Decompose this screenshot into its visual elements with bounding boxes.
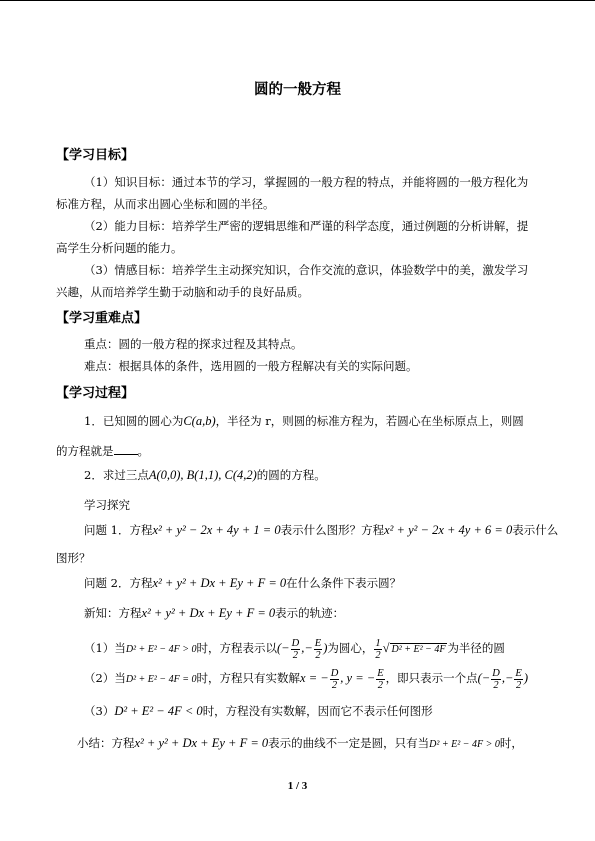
new-knowledge-equation: x² + y² + Dx + Ey + F = 0: [141, 606, 276, 620]
goal-3-line-1: （3）情感目标：培养学生主动探究知识，合作交流的意识，体验数学中的美，激发学习: [84, 263, 529, 277]
question-2-equation: x² + y² + Dx + Ey + F = 0: [152, 576, 287, 590]
question-2: [84, 575, 401, 591]
new-knowledge-prefix: 新知：方程: [84, 606, 142, 620]
question-1-prefix: 问题 1．方程: [84, 523, 153, 537]
summary-condition: D² + E² − 4F > 0: [429, 739, 500, 750]
case-1-middle: 时，方程表示以: [196, 641, 278, 655]
problem-2: [84, 467, 326, 483]
question-1-suffix: 表示什么: [512, 523, 559, 537]
point-open-paren: (−: [477, 671, 491, 685]
section-heading-process: 【学习过程】: [56, 386, 135, 401]
section-heading-goals: 【学习目标】: [56, 148, 135, 163]
header-rule: [0, 0, 595, 1]
problem-1-line-1: [84, 413, 524, 429]
fraction-numerator: E: [515, 667, 522, 679]
case-3: [84, 703, 433, 719]
case-3-suffix: 时，方程没有实数解，因而它不表示任何图形: [202, 704, 433, 718]
question-1-line-2: 图形？: [56, 551, 91, 565]
problem-1-line-2: [56, 443, 149, 459]
question-1-equation-1: x² + y² − 2x + 4y + 1 = 0: [152, 523, 281, 537]
explore-label: 学习探究: [84, 498, 130, 512]
fraction-numerator: D: [291, 637, 300, 649]
summary-suffix: 时，: [499, 736, 523, 750]
problem-1-prefix: 1．已知圆的圆心为: [84, 414, 184, 428]
question-2-suffix: 在什么条件下表示圆？: [286, 576, 402, 590]
fraction-e-over-2: [376, 668, 384, 691]
key-point: 重点：圆的一般方程的探求过程及其特点。: [84, 337, 303, 351]
y-solution-prefix: , y = −: [340, 671, 376, 685]
point-close-paren: ): [523, 671, 528, 685]
fraction-denominator: 2: [377, 679, 384, 691]
goal-2-line-2: 高学生分析问题的能力。: [56, 241, 183, 255]
section-heading-keypoints: 【学习重难点】: [56, 311, 148, 326]
fraction-numerator: D: [492, 667, 500, 679]
goal-1-line-2: 标准方程，从而求出圆心坐标和圆的半径。: [56, 197, 275, 211]
goal-2-line-1: （2）能力目标：培养学生严密的逻辑思维和严谨的科学态度，通过例题的分析讲解，提: [84, 219, 529, 233]
fraction-e-over-2: [514, 668, 522, 691]
fraction-d-over-2: [330, 668, 340, 691]
goal-1-line-1: （1）知识目标：通过本节的学习，掌握圆的一般方程的特点，并能将圆的一般方程化为: [84, 175, 529, 189]
fraction-one-half: [374, 638, 381, 661]
case-2-condition: D² + E² − 4F = 0: [125, 674, 197, 685]
goal-3-line-2: 兴趣，从而培养学生勤于动脑和动手的良好品质。: [56, 285, 309, 299]
problem-2-suffix: 的圆的方程。: [256, 468, 326, 482]
case-2: [84, 666, 528, 692]
page-number: 1 / 3: [287, 780, 308, 792]
fraction-numerator: 1: [375, 637, 381, 649]
fraction-denominator: 2: [331, 679, 338, 691]
case-1-suffix: 为半径的圆: [447, 641, 505, 655]
three-points-expr: A(0,0), B(1,1), C(4,2): [148, 468, 257, 482]
new-knowledge: [84, 605, 344, 621]
problem-1-suffix: ，半径为 r，则圆的标准方程为，若圆心在坐标原点上，则圆: [215, 414, 524, 428]
summary-middle: 表示的曲线不一定是圆，只有当: [268, 736, 430, 750]
fraction-e-over-2: [314, 638, 322, 661]
problem-1-cont-suffix: 。: [137, 444, 149, 458]
problem-1-cont-prefix: 的方程就是: [56, 444, 114, 458]
summary-prefix: 小结：方程: [77, 736, 135, 750]
fraction-denominator: 2: [493, 679, 499, 691]
center-comma: ,−: [301, 641, 313, 655]
case-1-condition: D² + E² − 4F > 0: [125, 644, 197, 655]
fraction-d-over-2: [491, 668, 501, 691]
circle-center-expr: C(a,b): [183, 414, 216, 428]
case-2-middle-2: ，即只表示一个点: [385, 671, 478, 685]
fraction-numerator: E: [377, 667, 384, 679]
case-2-middle: 时，方程只有实数解: [196, 671, 301, 685]
case-1: [84, 636, 505, 662]
question-1-line-1: [84, 522, 558, 538]
page-title: 圆的一般方程: [254, 82, 341, 98]
problem-2-prefix: 2．求过三点: [84, 468, 149, 482]
center-open-paren: (−: [277, 641, 290, 655]
summary-equation: x² + y² + Dx + Ey + F = 0: [134, 736, 269, 750]
new-knowledge-suffix: 表示的轨迹：: [275, 606, 345, 620]
fraction-numerator: D: [330, 667, 339, 679]
fraction-d-over-2: [291, 638, 301, 661]
case-2-prefix: （2）当: [84, 671, 126, 685]
summary: [77, 735, 523, 753]
fraction-denominator: 2: [375, 649, 381, 661]
fraction-numerator: E: [314, 637, 322, 649]
question-1-middle: 表示什么图形？方程: [280, 523, 385, 537]
fraction-denominator: 2: [292, 649, 299, 661]
center-close-paren: ): [323, 641, 328, 655]
fraction-denominator: 2: [315, 649, 321, 661]
case-3-prefix: （3）: [84, 704, 115, 718]
fraction-denominator: 2: [515, 679, 522, 691]
question-2-prefix: 问题 2．方程: [84, 576, 153, 590]
x-solution-prefix: x = −: [300, 671, 329, 685]
case-1-middle-2: 为圆心，: [327, 641, 374, 655]
difficult-point: 难点：根据具体的条件，选用圆的一般方程解决有关的实际问题。: [84, 359, 418, 373]
answer-blank: [114, 443, 138, 455]
case-1-prefix: （1）当: [84, 641, 126, 655]
radicand: D² + E² − 4F: [391, 644, 446, 655]
radical-sign: √: [382, 641, 390, 655]
point-comma: ,−: [501, 671, 514, 685]
question-1-equation-2: x² + y² − 2x + 4y + 6 = 0: [384, 523, 513, 537]
case-3-condition: D² + E² − 4F < 0: [114, 704, 203, 718]
